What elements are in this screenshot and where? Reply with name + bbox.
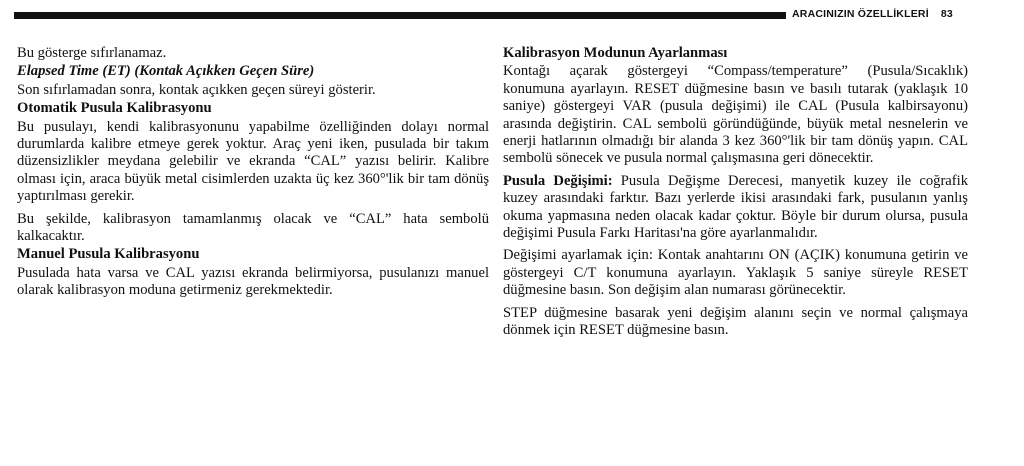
manual-calibration-heading: Manuel Pusula Kalibrasyonu — [17, 246, 200, 263]
calibration-mode-heading: Kalibrasyon Modunun Ayarlanması — [503, 45, 728, 61]
page-number: 83 — [940, 8, 953, 20]
calibration-complete-text: Bu şekilde, kalibrasyon tamamlanmış olacak ve “CAL” hata sembolü kalkacaktır. — [17, 210, 489, 245]
header-rule — [14, 12, 786, 19]
right-column — [503, 45, 968, 345]
section-title: ARACINIZIN ÖZELLİKLERİ — [792, 8, 929, 20]
calibration-mode-text: Kontağı açarak göstergeyi “Compass/temperature” (Pusula/Sıcaklık) konumuna ayarlayın. RESET düğmesine basın ve basılı tutarak (yaklaşık 10 saniye) göstergeyi VAR (pusula değişimi) ile CAL (Pusula kalbirsayonu) arasında değiştirin. CAL sembolü göründüğünde, büyük metal nesnelerin ve enerji hatlarının olmadığı bir alanda 3 kez 360°'lik bir tam dönüş yapın. CAL sembolü sönecek ve pusula normal çalışmasına geri dönecektir. — [503, 63, 968, 167]
variance-text: Pusula Değişme Derecesi, manyetik kuzey ile coğrafik kuzey arasındaki farktır. Bazı yerlerde ikisi arasındaki fark, pusulanın yanlış okuma yapmasına neden olacak kadar çoktur. Böyle bir durum olursa, pusula değişimi Pusula Farkı Haritası'na göre ayarlanmalıdır. — [503, 172, 968, 242]
auto-calibration-text: Bu pusulayı, kendi kalibrasyonunu yapabilme özelliğinden dolayı normal durumlarda kalibre etmeye gerek yoktur. Araç yeni iken, pusulada bir takım düzensizlikler meydana gelebilir ve ekranda “CAL” yazısı belirir. Kalibre olması için, araca büyük metal cisimlerden uzakta üç kez 360°'lik bir tam dönüş yaptırılması gerekir. — [17, 118, 489, 205]
running-header — [792, 8, 1006, 22]
elapsed-time-text: Son sıfırlamadan sonra, kontak açıkken geçen süreyi gösterir. — [17, 81, 376, 98]
step-text: STEP düğmesine basarak yeni değişim alanını seçin ve normal çalışmaya dönmek için RESET düğmesine basın. — [503, 304, 968, 339]
reset-note: Bu gösterge sıfırlanamaz. — [17, 45, 167, 61]
variance-paragraph — [503, 173, 968, 243]
variance-lead: Pusula Değişimi: — [503, 172, 613, 189]
auto-calibration-heading: Otomatik Pusula Kalibrasyonu — [17, 100, 212, 117]
elapsed-time-heading: Elapsed Time (ET) (Kontak Açıkken Geçen Süre) — [17, 63, 315, 80]
variance-adjust-text: Değişimi ayarlamak için: Kontak anahtarını ON (AÇIK) konumuna getirin ve göstergeyi C/T konumuna ayarlayın. Yaklaşık 5 saniye süreyle RESET düğmesine basın. Son değişim alan numarası görünecektir. — [503, 247, 968, 299]
left-column — [17, 45, 489, 305]
manual-calibration-text: Pusulada hata varsa ve CAL yazısı ekranda belirmiyorsa, pusulanızı manuel olarak kalibrasyon moduna getirmeniz gerekmektedir. — [17, 264, 489, 299]
